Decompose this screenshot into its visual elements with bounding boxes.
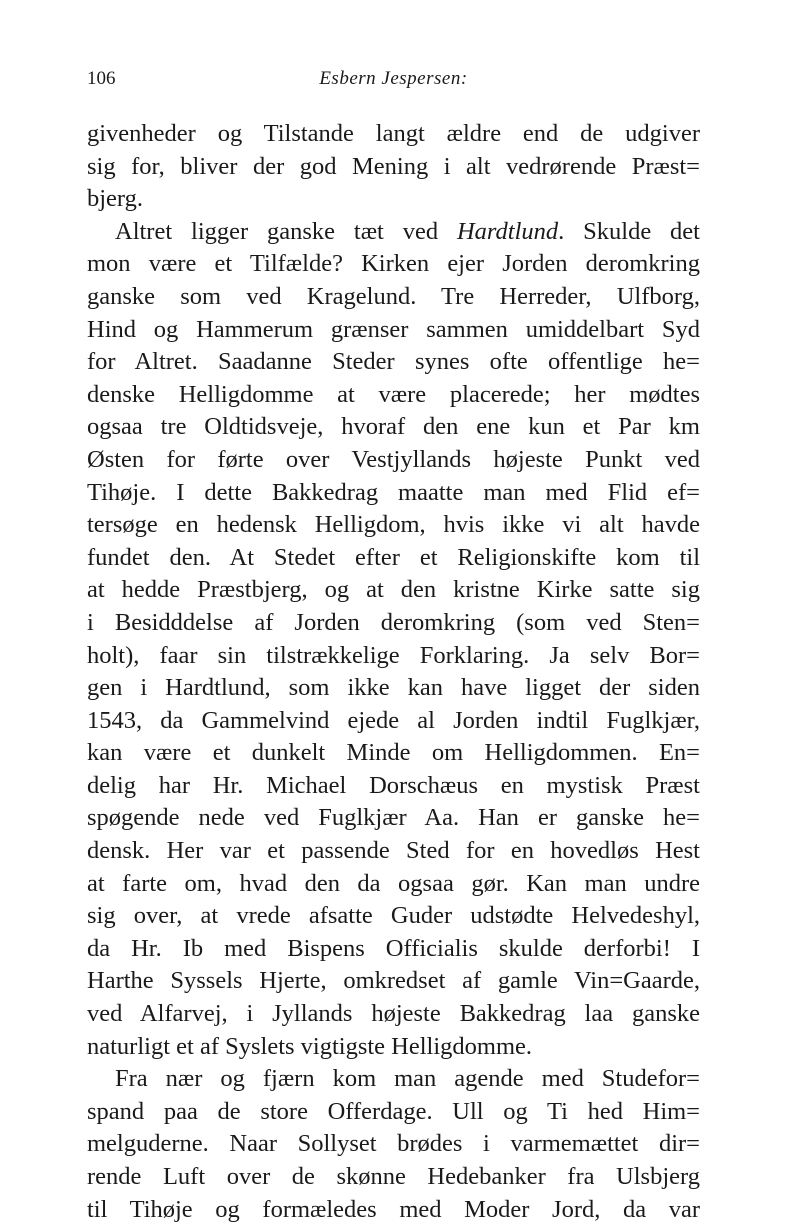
paragraph (87, 216, 700, 1063)
text-line: denske Helligdomme at være placerede; her mødtes (87, 380, 700, 408)
text-line: givenheder og Tilstande langt ældre end de udgiver (87, 120, 700, 147)
text-line: Altret ligger ganske tæt ved Hardtlund. Skulde det (115, 217, 700, 245)
text-line: Hind og Hammerum grænser sammen umiddelbart Syd (87, 315, 700, 343)
text-line: fundet den. At Stedet efter et Religionskifte kom til (87, 543, 700, 571)
text-line: for Altret. Saadanne Steder synes ofte offentlige he= (87, 348, 700, 376)
text-line: Harthe Syssels Hjerte, omkredset af gamle Vin=Gaarde, (87, 967, 700, 995)
text-line: tersøge en hedensk Helligdom, hvis ikke vi alt havde (87, 511, 700, 539)
running-head (87, 68, 700, 98)
italic-place-name: Hardtlund (456, 217, 559, 245)
text-line: at farte om, hvad den da ogsaa gør. Kan man undre (87, 869, 700, 897)
text-line: Tihøje. I dette Bakkedrag maatte man med Flid ef= (87, 478, 700, 506)
text-line: sig for, bliver der god Mening i alt vedrørende Præst= (87, 152, 700, 180)
text-line: ved Alfarvej, i Jyllands højeste Bakkedrag laa ganske (87, 1000, 700, 1028)
page-number: 106 (87, 68, 116, 89)
text-line: naturligt et af Syslets vigtigste Helligdomme. (87, 1032, 533, 1060)
text-line: bjerg. (87, 185, 144, 213)
text-line: mon være et Tilfælde? Kirken ejer Jorden deromkring (87, 250, 700, 278)
text-line: rende Luft over de skønne Hedebanker fra Ulsbjerg (87, 1163, 700, 1190)
text-line: delig har Hr. Michael Dorschæus en mystisk Præst (87, 771, 700, 799)
text-line: Fra nær og fjærn kom man agende med Studefor= (115, 1065, 700, 1093)
paragraph (87, 118, 700, 216)
text-line: spand paa de store Offerdage. Ull og Ti hed Him= (87, 1097, 700, 1125)
text-line: densk. Her var et passende Sted for en hovedløs Hest (87, 837, 700, 865)
text-line: spøgende nede ved Fuglkjær Aa. Han er ganske he= (87, 804, 700, 832)
text-line: da Hr. Ib med Bispens Officialis skulde derforbi! I (87, 934, 700, 962)
text-line: at hedde Præstbjerg, og at den kristne Kirke satte sig (87, 576, 700, 604)
text-line: ogsaa tre Oldtidsveje, hvoraf den ene kun et Par km (87, 413, 700, 441)
text-line: ganske som ved Kragelund. Tre Herreder, Ulfborg, (87, 282, 700, 310)
text-line: Østen for førte over Vestjyllands højeste Punkt ved (87, 445, 700, 473)
text-line: til Tihøje og formæledes med Moder Jord, da var (87, 1195, 700, 1223)
text-line: gen i Hardtlund, som ikke kan have ligget der siden (87, 674, 700, 702)
text-line: melguderne. Naar Sollyset brødes i varmemættet dir= (87, 1130, 700, 1158)
running-title: Esbern Jespersen: (319, 68, 468, 89)
book-page (87, 68, 700, 1226)
body-text (87, 118, 700, 1226)
text-line: 1543, da Gammelvind ejede al Jorden indtil Fuglkjær, (87, 706, 700, 734)
text-line: sig over, at vrede afsatte Guder udstødte Helvedeshyl, (87, 902, 700, 930)
paragraph (87, 1063, 700, 1226)
text-line: kan være et dunkelt Minde om Helligdommen. En= (87, 739, 700, 767)
text-line: holt), faar sin tilstrækkelige Forklaring. Ja selv Bor= (87, 641, 700, 669)
text-line: i Besidddelse af Jorden deromkring (som ved Sten= (87, 608, 700, 636)
